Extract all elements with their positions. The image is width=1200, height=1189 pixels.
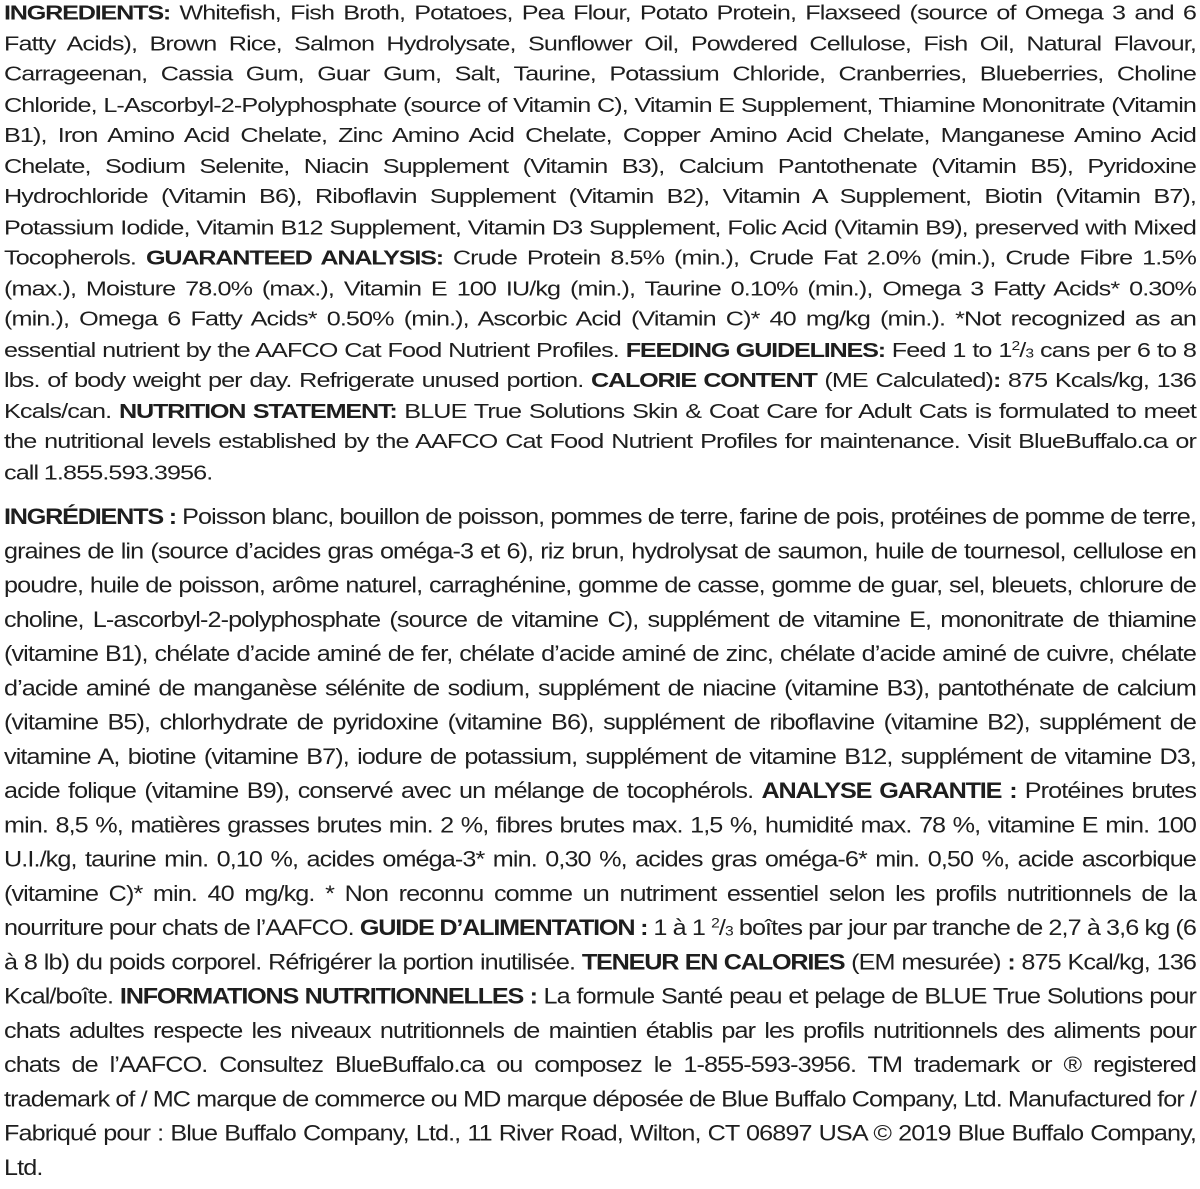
ingredients-heading: INGREDIENTS: <box>4 1 171 25</box>
guaranteed-analysis-text: Crude Protein 8.5% (min.), Crude Fat 2.0% (min.), Crude Fibre 1.5% (max.), Moisture 78.0% (max.), Vitamin E 100 IU/kg (min.), Taurine 0.10% (min.), Omega 3 Fatty Acids* 0.30% (min.), Omega 6 Fatty Acids* 0.50% (min.), Ascorbic Acid (Vitamin C)* 40 mg/kg (min.). *Not recognized as an essential nutrient by the AAFCO Cat Food Nutrient Profiles. <box>4 246 1196 362</box>
guaranteed-analysis-heading: GUARANTEED ANALYSIS: <box>145 246 443 270</box>
fraction-denominator-fr: 3 <box>724 924 733 940</box>
ingredients-heading-fr: INGRÉDIENTS : <box>4 504 176 530</box>
calorie-content-colon-fr: : <box>1007 949 1015 975</box>
english-label-text: INGREDIENTS: Whitefish, Fish Broth, Potatoes, Pea Flour, Potato Protein, Flaxseed (source of Omega 3 and 6 Fatty Acids), Brown Rice, Salmon Hydrolysate, Sunflower Oil, Powdered Cellulose, Fish Oil, Natural Flavour, Carrageenan, Cassia Gum, Guar Gum, Salt, Taurine, Potassium Chloride, Cranberries, Blueberries, Choline Chloride, L-Ascorbyl-2-Polyphosphate (source of Vitamin C), Vitamin E Supplement, Thiamine Mononitrate (Vitamin B1), Iron Amino Acid Chelate, Zinc Amino Acid Chelate, Copper Amino Acid Chelate, Manganese Amino Acid Chelate, Sodium Selenite, Niacin Supplement (Vitamin B3), Calcium Pantothenate (Vitamin B5), Pyridoxine Hydrochloride (Vitamin B6), Riboflavin Supplement (Vitamin B2), Vitamin A Supplement, Biotin (Vitamin B7), Potassium Iodide, Vitamin B12 Supplement, Vitamin D3 Supplement, Folic Acid (Vitamin B9), preserved with Mixed Tocopherols. GUARANTEED ANALYSIS: Crude Protein 8.5% (min.), Crude Fat 2.0% (min.), Crude Fibre 1.5% (max.), Moisture 78.0% (max.), Vitamin E 100 IU/kg (min.), Taurine 0.10% (min.), Omega 3 Fatty Acids* 0.30% (min.), Omega 6 Fatty Acids* 0.50% (min.), Ascorbic Acid (Vitamin C)* 40 mg/kg (min.). *Not recognized as an essential nutrient by the AAFCO Cat Food Nutrient Profiles. FEEDING GUIDELINES: Feed 1 to $1^2/_3$ cans per 6 to 8 lbs. of body weight per day. Refrigerate unused portion. CALORIE CONTENT (ME Calculated): 875 Kcals/kg, 136 Kcals/can. NUTRITION STATEMENT: BLUE True Solutions Skin & Coat Care for Adult Cats is formulated to meet the nutritional levels established by the AAFCO Cat Food Nutrient Profiles for maintenance. Visit BlueBuffalo.ca or call 1.855.593.3956. <box>4 1 1197 484</box>
nutrition-statement-text: BLUE True Solutions Skin & Coat Care for Adult Cats is formulated to meet the nutritional levels established by the AAFCO Cat Food Nutrient Profiles for maintenance. Visit BlueBuffalo.ca or call 1.855.593.3956. <box>4 400 1197 484</box>
feeding-guidelines-text: Feed 1 to 1 <box>884 338 1012 362</box>
feeding-guidelines-heading-fr: GUIDE D’ALIMENTATION : <box>359 915 648 941</box>
guaranteed-analysis-text-fr: Protéines brutes min. 8,5 %, matières grasses brutes min. 2 %, fibres brutes max. 1,5 %, humidité max. 78 %, vitamine E min. 100 U.I./kg, taurine min. 0,10 %, acides oméga-3* min. 0,30 %, acides gras oméga-6* min. 0,50 %, acide ascorbique (vitamine C)* min. 40 mg/kg. * Non reconnu comme un nutriment essentiel selon les profils nutritionnels de la nourriture pour chats de l’AAFCO. <box>4 778 1197 941</box>
calorie-content-heading: CALORIE CONTENT <box>590 369 817 392</box>
fraction-numerator-fr: 2 <box>711 915 719 931</box>
feeding-guidelines-heading: FEEDING GUIDELINES: <box>625 338 885 362</box>
calorie-content-text: 875 Kcals/kg, 136 Kcals/can. <box>4 369 1196 423</box>
nutrition-statement-text-fr: La formule Santé peau et pelage de BLUE True Solutions pour chats adultes respecte les niveaux nutritionnels de maintien établis par les profils nutritionnels des aliments pour chats de l’AAFCO. Consultez BlueBuffalo.ca ou composez le 1-855-593-3956. TM trademark or ® registered trademark of / MC marque de commerce ou MD marque déposée de Blue Buffalo Company, Ltd. Manufactured for / Fabriqué pour : Blue Buffalo Company, Ltd., 11 River Road, Wilton, CT 06897 USA © 2019 Blue Buffalo Company, Ltd. <box>4 983 1197 1181</box>
guaranteed-analysis-heading-fr: ANALYSE GARANTIE : <box>761 778 1017 804</box>
french-label-text: INGRÉDIENTS : Poisson blanc, bouillon de poisson, pommes de terre, farine de pois, protéines de pomme de terre, graines de lin (source d’acides gras oméga-3 et 6), riz brun, hydrolysat de saumon, huile de tournesol, cellulose en poudre, huile de poisson, arôme naturel, carraghénine, gomme de casse, gomme de guar, sel, bleuets, chlorure de choline, L-ascorbyl-2-polyphosphate (source de vitamine C), supplément de vitamine E, mononitrate de thiamine (vitamine B1), chélate d’acide aminé de fer, chélate d’acide aminé de zinc, chélate d’acide aminé de cuivre, chélate d’acide aminé de manganèse sélénite de sodium, supplément de niacine (vitamine B3), pantothénate de calcium (vitamine B5), chlorhydrate de pyridoxine (vitamine B6), supplément de riboflavine (vitamine B2), supplément de vitamine A, biotine (vitamine B7), iodure de potassium, supplément de vitamine B12, supplément de vitamine D3, acide folique (vitamine B9), conservé avec un mélange de tocophérols. ANALYSE GARANTIE : Protéines brutes min. 8,5 %, matières grasses brutes min. 2 %, fibres brutes max. 1,5 %, humidité max. 78 %, vitamine E min. 100 U.I./kg, taurine min. 0,10 %, acides oméga-3* min. 0,30 %, acides gras oméga-6* min. 0,50 %, acide ascorbique (vitamine C)* min. 40 mg/kg. * Non reconnu comme un nutriment essentiel selon les profils nutritionnels de la nourriture pour chats de l’AAFCO. GUIDE D’ALIMENTATION : 1 à 1 $^2/_3$ boîtes par jour par tranche de 2,7 à 3,6 kg (6 à 8 lb) du poids corporel. Réfrigérer la portion inutilisée. TENEUR EN CALORIES (EM mesurée) : 875 Kcal/kg, 136 Kcal/boîte. INFORMATIONS NUTRITIONNELLES : La formule Santé peau et pelage de BLUE True Solutions pour chats adultes respecte les niveaux nutritionnels de maintien établis par les profils nutritionnels des aliments pour chats de l’AAFCO. Consultez BlueBuffalo.ca ou composez le 1-855-593-3956. TM trademark or ® registered trademark of / MC marque de commerce ou MD marque déposée de Blue Buffalo Company, Ltd. Manufactured for / Fabriqué pour : Blue Buffalo Company, Ltd., 11 River Road, Wilton, CT 06897 USA © 2019 Blue Buffalo Company, Ltd. <box>4 504 1197 1181</box>
feeding-guidelines-text-continued-fr: boîtes par jour par tranche de 2,7 à 3,6 kg (6 à 8 lb) du poids corporel. Réfrigérer la portion inutilisée. <box>4 915 1196 975</box>
nutrition-statement-heading-fr: INFORMATIONS NUTRITIONNELLES : <box>119 983 537 1009</box>
fraction-numerator: 2 <box>1011 339 1020 353</box>
calorie-content-note: (ME Calculated) <box>816 369 993 392</box>
fraction-denominator: 3 <box>1025 346 1034 361</box>
ingredients-text: Whitefish, Fish Broth, Potatoes, Pea Flour, Potato Protein, Flaxseed (source of Omega 3 and 6 Fatty Acids), Brown Rice, Salmon Hydrolysate, Sunflower Oil, Powdered Cellulose, Fish Oil, Natural Flavour, Carrageenan, Cassia Gum, Guar Gum, Salt, Taurine, Potassium Chloride, Cranberries, Blueberries, Choline Chloride, L-Ascorbyl-2-Polyphosphate (source of Vitamin C), Vitamin E Supplement, Thiamine Mononitrate (Vitamin B1), Iron Amino Acid Chelate, Zinc Amino Acid Chelate, Copper Amino Acid Chelate, Manganese Amino Acid Chelate, Sodium Selenite, Niacin Supplement (Vitamin B3), Calcium Pantothenate (Vitamin B5), Pyridoxine Hydrochloride (Vitamin B6), Riboflavin Supplement (Vitamin B2), Vitamin A Supplement, Biotin (Vitamin B7), Potassium Iodide, Vitamin B12 Supplement, Vitamin D3 Supplement, Folic Acid (Vitamin B9), preserved with Mixed Tocopherols. <box>4 1 1196 270</box>
calorie-content-note-fr: (EM mesurée) <box>844 949 1008 975</box>
calorie-content-heading-fr: TENEUR EN CALORIES <box>581 949 845 975</box>
calorie-content-text-fr: 875 Kcal/kg, 136 Kcal/boîte. <box>4 949 1196 1009</box>
feeding-guidelines-text-fr: 1 à 1 <box>647 915 712 941</box>
calorie-content-colon: : <box>993 369 1001 392</box>
ingredients-text-fr: Poisson blanc, bouillon de poisson, pommes de terre, farine de pois, protéines de pomme de terre, graines de lin (source d’acides gras oméga-3 et 6), riz brun, hydrolysat de saumon, huile de tournesol, cellulose en poudre, huile de poisson, arôme naturel, carraghénine, gomme de casse, gomme de guar, sel, bleuets, chlorure de choline, L-ascorbyl-2-polyphosphate (source de vitamine C), supplément de vitamine E, mononitrate de thiamine (vitamine B1), chélate d’acide aminé de fer, chélate d’acide aminé de zinc, chélate d’acide aminé de cuivre, chélate d’acide aminé de manganèse sélénite de sodium, supplément de niacine (vitamine B3), pantothénate de calcium (vitamine B5), chlorhydrate de pyridoxine (vitamine B6), supplément de riboflavine (vitamine B2), supplément de vitamine A, biotine (vitamine B7), iodure de potassium, supplément de vitamine B12, supplément de vitamine D3, acide folique (vitamine B9), conservé avec un mélange de tocophérols. <box>4 504 1196 804</box>
feeding-guidelines-text-continued: cans per 6 to 8 lbs. of body weight per day. Refrigerate unused portion. <box>4 338 1196 392</box>
nutrition-statement-heading: NUTRITION STATEMENT: <box>118 400 397 423</box>
